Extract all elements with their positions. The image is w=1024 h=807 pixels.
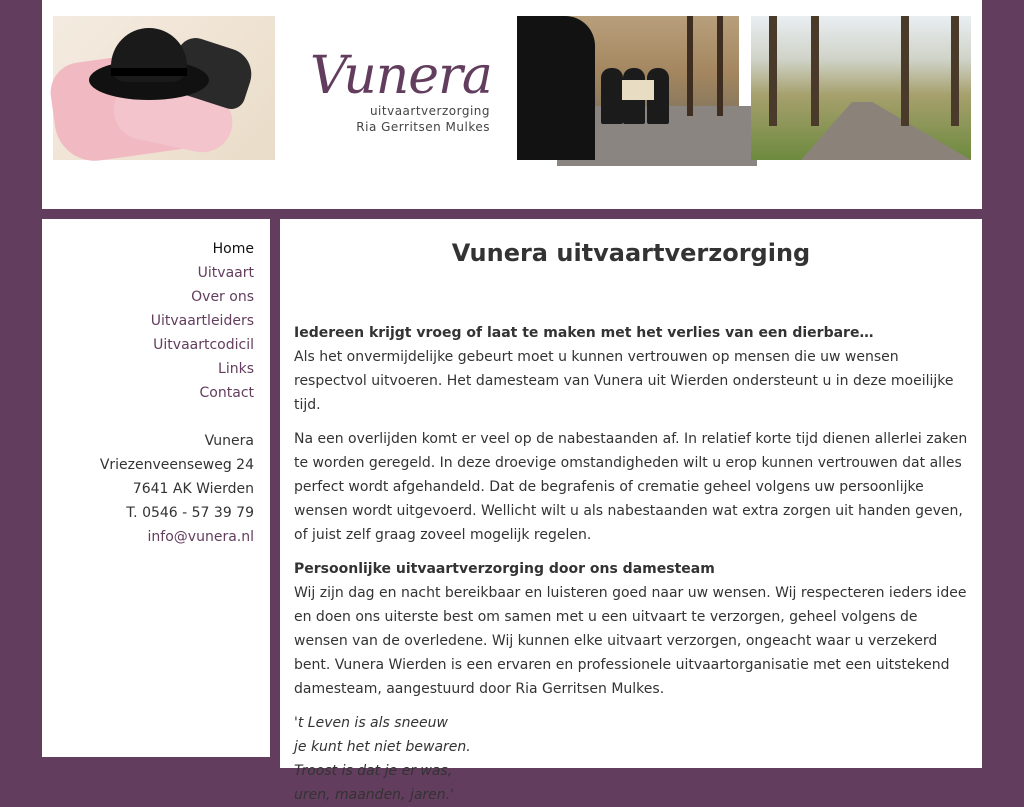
intro-text: Als het onvermijdelijke gebeurt moet u kunnen vertrouwen op mensen die uw wensen respectvol uitvoeren. Het damesteam van Vunera uit Wierden ondersteunt u in deze moeilijke tijd. (294, 349, 954, 413)
poem-line: 't Leven is als sneeuw (294, 715, 448, 731)
nav-item-uitvaartcodicil[interactable]: Uitvaartcodicil (153, 337, 254, 353)
logo[interactable] (310, 46, 492, 150)
tree-lined-path-photo (751, 16, 971, 160)
email-link[interactable]: info@vunera.nl (147, 529, 254, 545)
team-heading: Persoonlijke uitvaartverzorging door ons damesteam (294, 561, 715, 577)
street-address: Vriezenveenseweg 24 (99, 457, 254, 473)
team-text: Wij zijn dag en nacht bereikbaar en luisteren goed naar uw wensen. Wij respecteren ieders idee en doen ons uiterste best om samen met u een uitvaart te verzorgen, geheel volgens de wensen van de overledene. Wij kunnen elke uitvaart verzorgen, ongeacht waar u verzekerd bent. Vunera Wierden is een ervaren en professionele uitvaartorganisatie met een uitstekend damesteam, aangestuurd door Ria Gerritsen Mulkes. (294, 585, 967, 697)
nav-item-over-ons[interactable]: Over ons (191, 289, 254, 305)
nav-item-links[interactable]: Links (218, 361, 254, 377)
logo-subtitle: uitvaartverzorging (369, 104, 490, 118)
poem-line: Troost is dat je er was, (294, 763, 453, 779)
nav-item-home[interactable]: Home (212, 241, 254, 257)
poem-line: uren, maanden, jaren.' (294, 787, 454, 803)
contact-address (42, 429, 270, 549)
nav-item-uitvaartleiders[interactable]: Uitvaartleiders (150, 313, 254, 329)
header (42, 0, 982, 209)
aftercare-paragraph: Na een overlijden komt er veel op de nabestaanden af. In relatief korte tijd dienen allerlei zaken te worden geregeld. In deze droevige omstandigheden wilt u erop kunnen vertrouwen dat alles perfect wordt afgehandeld. Dat de begrafenis of crematie geheel volgens uw persoonlijke wensen wordt uitgevoerd. Wellicht wilt u als nabestaanden wat extra zorgen uit handen geven, of juist zelf graag zoveel mogelijk regelen. (294, 431, 968, 543)
main-content (280, 219, 982, 803)
hat-and-scarf-photo (53, 16, 275, 160)
intro-paragraph (294, 321, 968, 417)
phone-number: T. 0546 - 57 39 79 (126, 505, 254, 521)
page-title: Vunera uitvaartverzorging (451, 239, 811, 267)
nav-item-uitvaart[interactable]: Uitvaart (197, 265, 254, 281)
postal-city: 7641 AK Wierden (132, 481, 254, 497)
logo-title: Vunera (310, 46, 492, 106)
sidebar (42, 219, 270, 757)
team-paragraph (294, 557, 968, 701)
nav-item-contact[interactable]: Contact (199, 385, 254, 401)
intro-heading: Iedereen krijgt vroeg of laat te maken met het verlies van een dierbare… (294, 325, 874, 341)
poem (294, 711, 968, 807)
company-name: Vunera (204, 433, 254, 449)
main-nav (42, 237, 270, 405)
poem-line: je kunt het niet bewaren. (294, 739, 471, 755)
funeral-procession-photo (517, 16, 739, 160)
logo-owner: Ria Gerritsen Mulkes (356, 120, 490, 134)
